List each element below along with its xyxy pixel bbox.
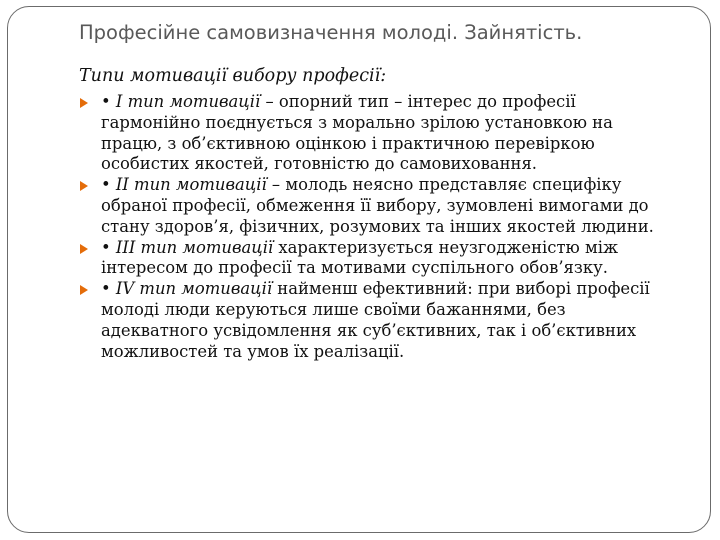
slide-subheading: Типи мотивації вибору професії: <box>79 66 387 86</box>
bullet-list-container <box>80 92 670 362</box>
arrow-bullet-icon <box>80 98 88 108</box>
motivation-type-label: I тип мотивації <box>115 92 261 111</box>
motivation-type-description: – опорний тип – інтерес до професії гармонійно поєднується з морально зрілою установкою на працю, з об’єктивною оцінкою і практичною перевіркою особистих якостей, готовністю до самовиховання. <box>101 92 613 174</box>
bullet-dot: • <box>101 237 111 257</box>
list-item <box>80 238 670 280</box>
motivation-type-label: II тип мотивації <box>115 175 267 195</box>
list-item <box>80 175 670 237</box>
arrow-bullet-icon <box>80 244 88 254</box>
motivation-type-description: найменш ефективний: при виборі професії молоді люди керуються лише своїми бажаннями, без адекватного усвідомлення як суб’єктивних, так і об’єктивних можливостей та умов їх реалізації. <box>101 279 650 361</box>
bullet-dot: • <box>101 279 111 299</box>
list-item <box>80 279 670 362</box>
arrow-bullet-icon <box>80 181 88 191</box>
motivation-type-label: III тип мотивації <box>115 237 274 257</box>
bullet-dot: • <box>101 92 111 111</box>
list-item <box>80 92 670 175</box>
bullet-dot: • <box>101 175 111 195</box>
bullet-list <box>80 92 670 362</box>
arrow-bullet-icon <box>80 285 88 295</box>
slide-title: Професійне самовизначення молоді. Зайнятість. <box>79 21 583 44</box>
motivation-type-label: IV тип мотивації <box>115 279 273 299</box>
motivation-type-description: – молодь неясно представляє специфіку обраної професії, обмеження її вибору, зумовлені вимогами до стану здоров’я, фізичних, розумових та інших якостей людини. <box>101 175 654 236</box>
motivation-type-description: характеризується неузгодженістю між інтересом до професії та мотивами суспільного обов’язку. <box>101 237 619 278</box>
